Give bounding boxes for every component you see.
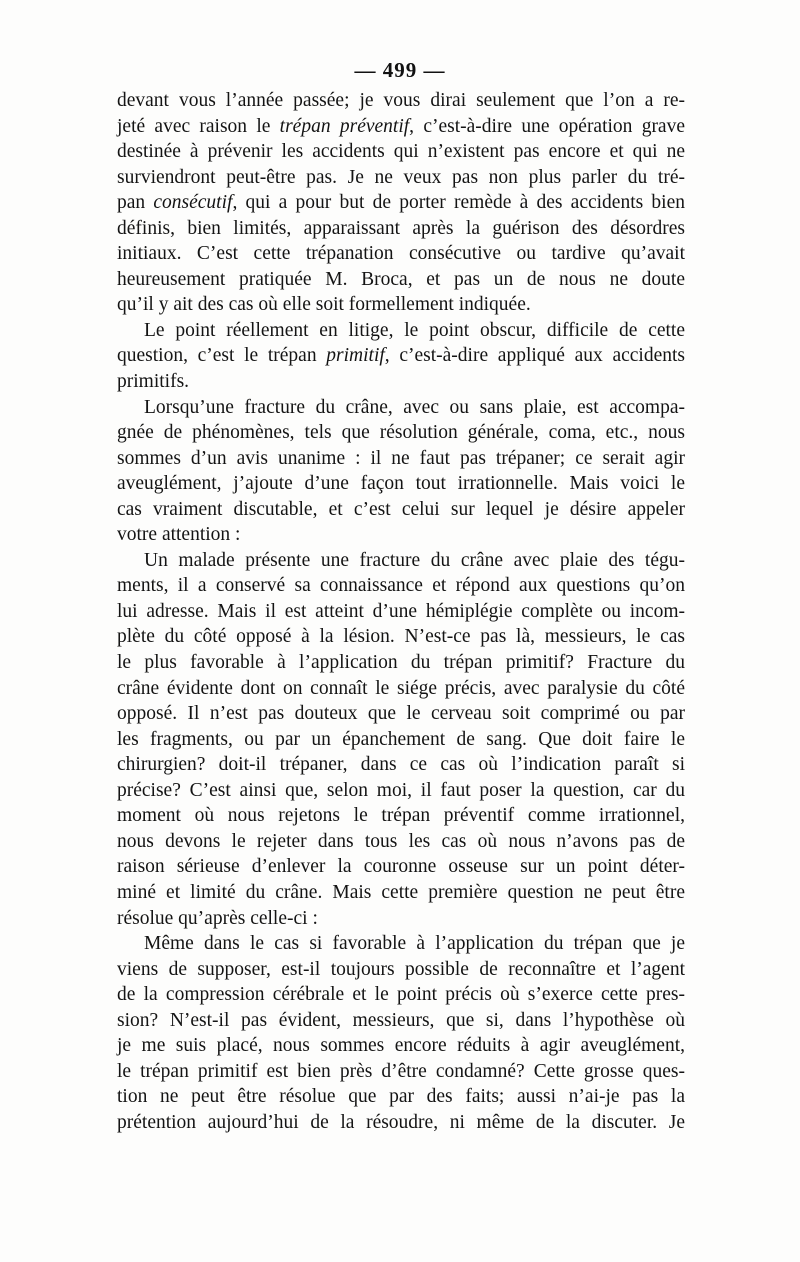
text-line: ments, il a conservé sa connaissance et répond aux questions qu’on	[117, 575, 685, 597]
text-line: opposé. Il n’est pas douteux que le cerveau soit comprimé ou par	[117, 703, 685, 725]
text-line: sommes d’un avis unanime : il ne faut pas trépaner; ce serait agir	[117, 447, 685, 469]
text-line: miné et limité du crâne. Mais cette première question ne peut être	[117, 881, 685, 903]
text-line: aveuglément, j’ajoute d’une façon tout irrationnelle. Mais voici le	[117, 473, 685, 495]
text-line: résolue qu’après celle-ci :	[117, 907, 318, 929]
text-line: cas vraiment discutable, et c’est celui sur lequel je désire appeler	[117, 498, 685, 520]
text-line: destinée à prévenir les accidents qui n’existent pas encore et qui ne	[117, 141, 685, 163]
text-line: Même dans le cas si favorable à l’application du trépan que je	[144, 933, 685, 955]
text-line: Le point réellement en litige, le point obscur, difficile de cette	[144, 319, 685, 341]
text-line: devant vous l’année passée; je vous dirai seulement que l’on a re-	[117, 90, 685, 111]
text-line: initiaux. C’est cette trépanation consécutive ou tardive qu’avait	[117, 243, 685, 265]
text-line: crâne évidente dont on connaît le siége précis, avec paralysie du côté	[117, 677, 685, 699]
paragraph	[117, 548, 685, 931]
text-line: de la compression cérébrale et le point précis où s’exerce cette pres-	[117, 984, 685, 1006]
text-line: je me suis placé, nous sommes encore réduits à agir aveuglément,	[117, 1035, 685, 1057]
text-line: définis, bien limités, apparaissant après la guérison des désordres	[117, 217, 685, 239]
text-line: pan consécutif, qui a pour but de porter remède à des accidents bien	[117, 192, 686, 214]
text-line: moment où nous rejetons le trépan préventif comme irrationnel,	[117, 805, 685, 827]
text-line: les fragments, ou par un épanchement de sang. Que doit faire le	[117, 728, 685, 750]
text-line: raison sérieuse d’enlever la couronne osseuse sur un point déter-	[117, 856, 685, 878]
text-line: primitifs.	[117, 371, 190, 393]
text-line: chirurgien? doit-il trépaner, dans ce cas où l’indication paraît si	[117, 754, 685, 776]
text-line: viens de supposer, est-il toujours possible de reconnaître et l’agent	[117, 958, 685, 980]
paragraph	[117, 395, 685, 548]
text-line: tion ne peut être résolue que par des faits; aussi n’ai-je pas la	[117, 1086, 685, 1108]
text-line: le plus favorable à l’application du trépan primitif? Fracture du	[117, 652, 685, 674]
text-line: heureusement pratiquée M. Broca, et pas un de nous ne doute	[117, 268, 685, 290]
text-line: plète du côté opposé à la lésion. N’est-ce pas là, messieurs, le cas	[117, 626, 685, 648]
paragraph	[117, 931, 685, 1135]
text-line: Un malade présente une fracture du crâne avec plaie des tégu-	[144, 549, 685, 571]
text-line: le trépan primitif est bien près d’être condamné? Cette grosse ques-	[117, 1060, 685, 1082]
text-line: gnée de phénomènes, tels que résolution générale, coma, etc., nous	[117, 422, 685, 444]
text-line: votre attention :	[117, 524, 241, 546]
text-line: sion? N’est-il pas évident, messieurs, que si, dans l’hypothèse où	[117, 1009, 685, 1031]
text-line: nous devons le rejeter dans tous les cas où nous n’avons pas de	[117, 830, 685, 852]
text-line: question, c’est le trépan primitif, c’est-à-dire appliqué aux accidents	[117, 345, 685, 367]
text-line: qu’il y ait des cas où elle soit formellement indiquée.	[117, 294, 531, 316]
text-line: jeté avec raison le trépan préventif, c’est-à-dire une opération grave	[117, 115, 685, 137]
paragraph	[117, 318, 685, 395]
paragraph	[117, 88, 685, 318]
body-text	[117, 88, 685, 1135]
text-line: précise? C’est ainsi que, selon moi, il faut poser la question, car du	[117, 779, 685, 801]
text-line: lui adresse. Mais il est atteint d’une hémiplégie complète ou incom-	[117, 600, 685, 622]
text-line: prétention aujourd’hui de la résoudre, ni même de la discuter. Je	[117, 1111, 685, 1133]
text-line: Lorsqu’une fracture du crâne, avec ou sans plaie, est accompa-	[144, 396, 685, 418]
text-line: surviendront peut-être pas. Je ne veux pas non plus parler du tré-	[117, 166, 685, 188]
page-number: — 499 —	[354, 58, 446, 82]
